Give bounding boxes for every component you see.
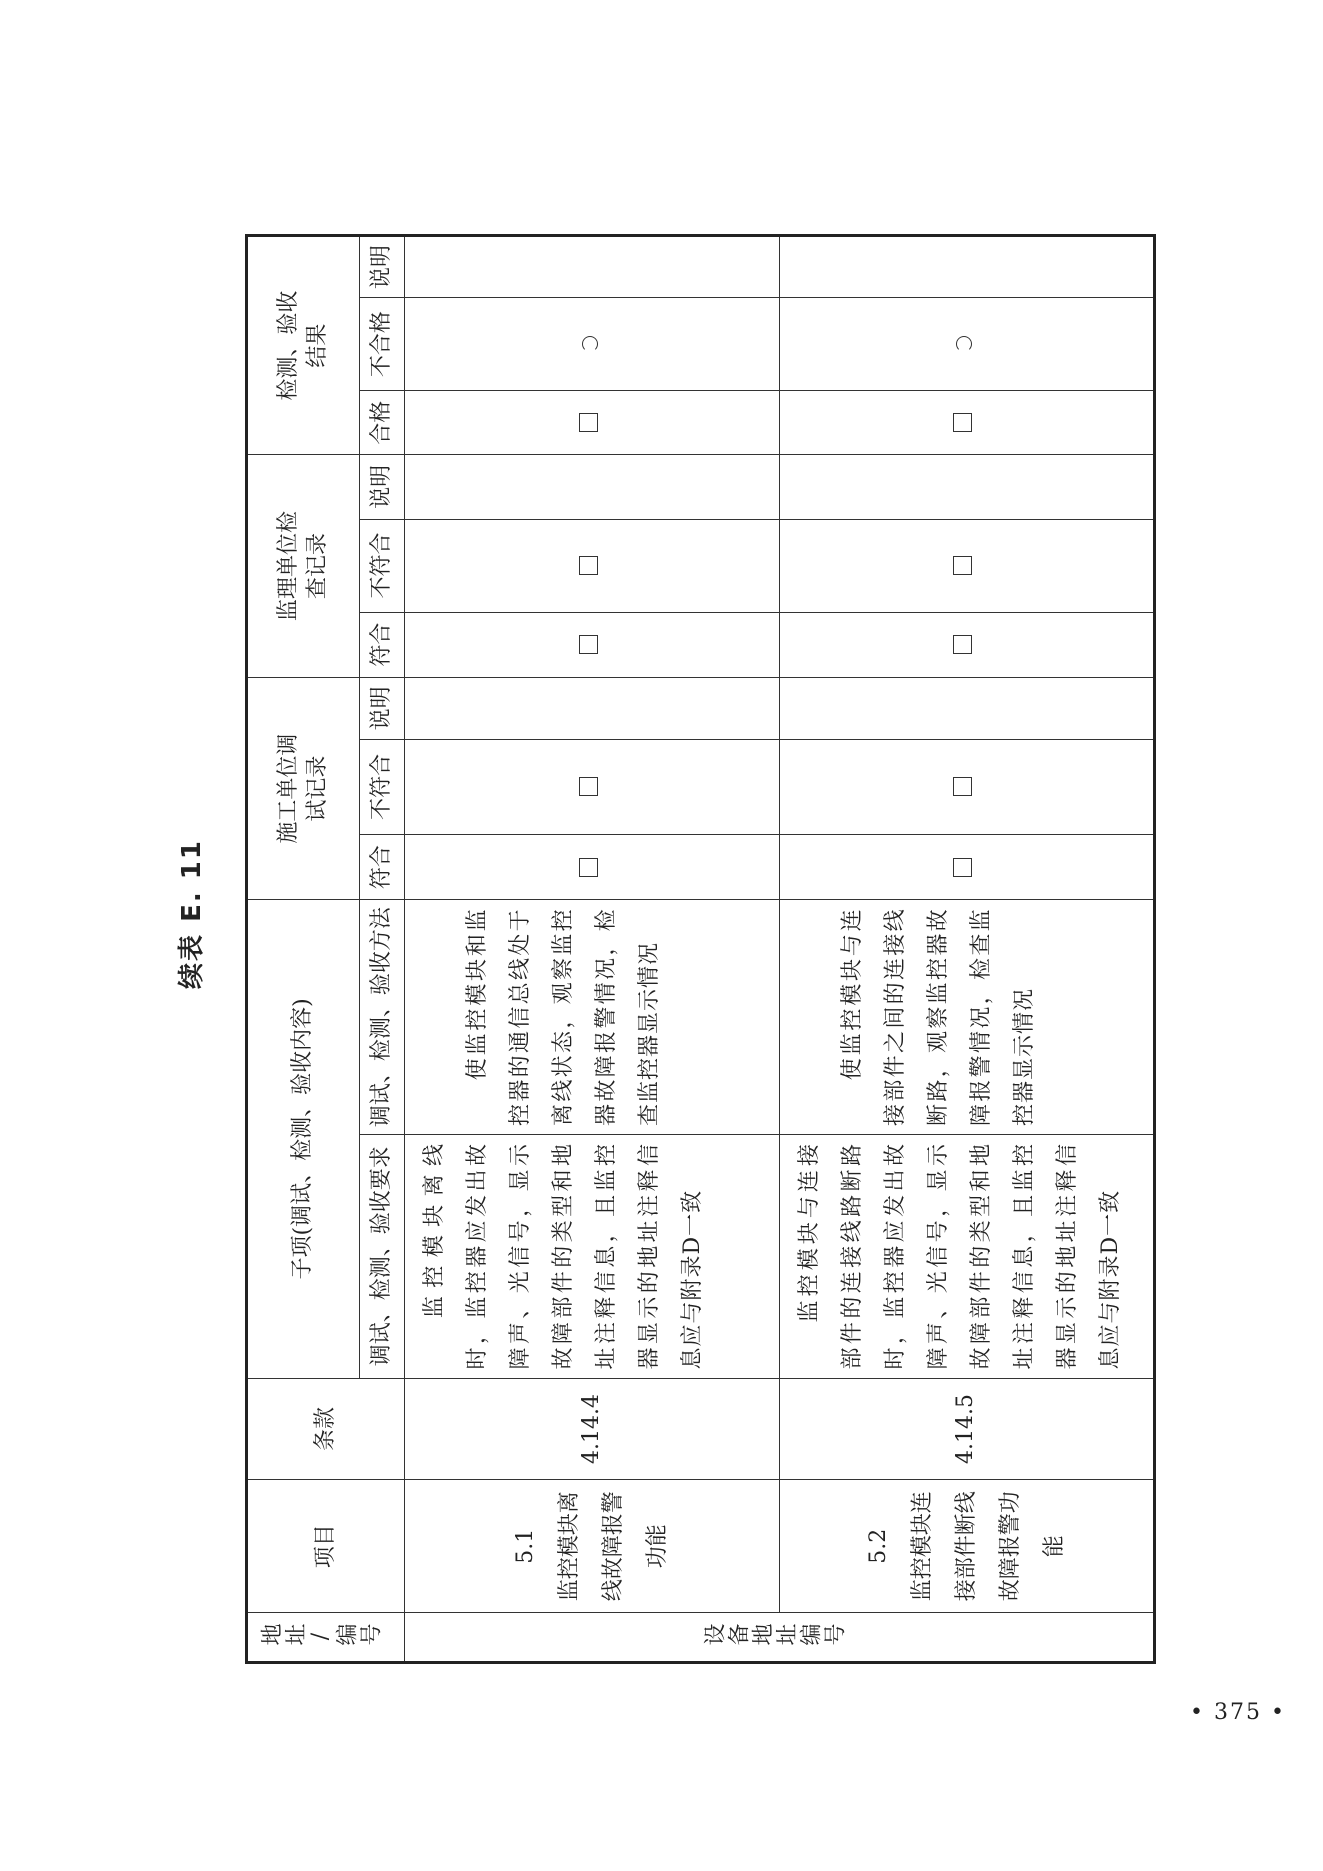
item-name: 监控模块离线故障报警功能: [557, 1491, 670, 1602]
pass-checkbox[interactable]: [780, 391, 1155, 455]
table-row: [780, 236, 1155, 1663]
note-cell: [780, 236, 1155, 298]
header-conform-construction: 符合: [360, 835, 405, 900]
header-conform-supervision: 符合: [360, 612, 405, 677]
header-note-construction: 说明: [360, 677, 405, 739]
conform-checkbox[interactable]: [780, 835, 1155, 900]
item-cell: [405, 1480, 780, 1613]
fail-checkbox[interactable]: [780, 298, 1155, 391]
header-clause: 条款: [247, 1378, 405, 1480]
header-note-supervision: 说明: [360, 455, 405, 519]
requirement-cell: 监控模块与连接部件的连接线路断路时，监控器应发出故障声、光信号，显示故障部件的类型和地址注释信息，且监控器显示的地址注释信息应与附录D一致: [780, 1135, 1155, 1379]
note-cell: [405, 455, 780, 519]
header-address-number: 地址/编号: [247, 1613, 405, 1663]
clause-cell: 4.14.4: [405, 1378, 780, 1480]
header-construction-record: 施工单位调试记录: [247, 677, 360, 900]
item-number: 5.2: [865, 1528, 891, 1564]
page-number: • 375 •: [1190, 1700, 1286, 1725]
conform-checkbox[interactable]: [405, 612, 780, 677]
note-cell: [780, 677, 1155, 739]
header-item: 项目: [247, 1480, 405, 1613]
note-cell: [780, 455, 1155, 519]
header-pass: 合格: [360, 391, 405, 455]
pass-checkbox[interactable]: [405, 391, 780, 455]
item-name: 监控模块连接部件断线故障报警功能: [909, 1491, 1067, 1602]
header-requirement: 调试、检测、验收要求: [360, 1135, 405, 1379]
header-fail: 不合格: [360, 298, 405, 391]
fail-checkbox[interactable]: [405, 298, 780, 391]
nonconform-checkbox[interactable]: [780, 519, 1155, 612]
nonconform-checkbox[interactable]: [405, 739, 780, 834]
table-caption: 续表 E. 11: [177, 839, 207, 989]
device-address-number: 设备地址编号: [405, 1613, 1155, 1663]
requirement-cell: 监控模块离线时，监控器应发出故障声、光信号，显示故障部件的类型和地址注释信息，且监控器显示的地址注释信息应与附录D一致: [405, 1135, 780, 1379]
nonconform-checkbox[interactable]: [405, 519, 780, 612]
rotated-page: [172, 164, 1123, 1664]
header-note-result: 说明: [360, 236, 405, 298]
header-subitem: 子项(调试、检测、验收内容): [247, 900, 360, 1378]
nonconform-checkbox[interactable]: [780, 739, 1155, 834]
header-nonconform-construction: 不符合: [360, 739, 405, 834]
note-cell: [405, 236, 780, 298]
note-cell: [405, 677, 780, 739]
clause-cell: 4.14.5: [780, 1378, 1155, 1480]
conform-checkbox[interactable]: [780, 612, 1155, 677]
conform-checkbox[interactable]: [405, 835, 780, 900]
acceptance-table: [245, 234, 1156, 1664]
table-row: [405, 236, 780, 1663]
header-supervision-record: 监理单位检查记录: [247, 455, 360, 678]
method-cell: 使监控模块和监控器的通信总线处于离线状态，观察监控器故障报警情况，检查监控器显示情况: [405, 900, 780, 1135]
method-cell: 使监控模块与连接部件之间的连接线断路，观察监控器故障报警情况，检查监控器显示情况: [780, 900, 1155, 1135]
item-number: 5.1: [513, 1528, 538, 1564]
item-cell: [780, 1480, 1155, 1613]
header-nonconform-supervision: 不符合: [360, 519, 405, 612]
header-method: 调试、检测、验收方法: [360, 900, 405, 1135]
header-result: 检测、验收结果: [247, 236, 360, 455]
